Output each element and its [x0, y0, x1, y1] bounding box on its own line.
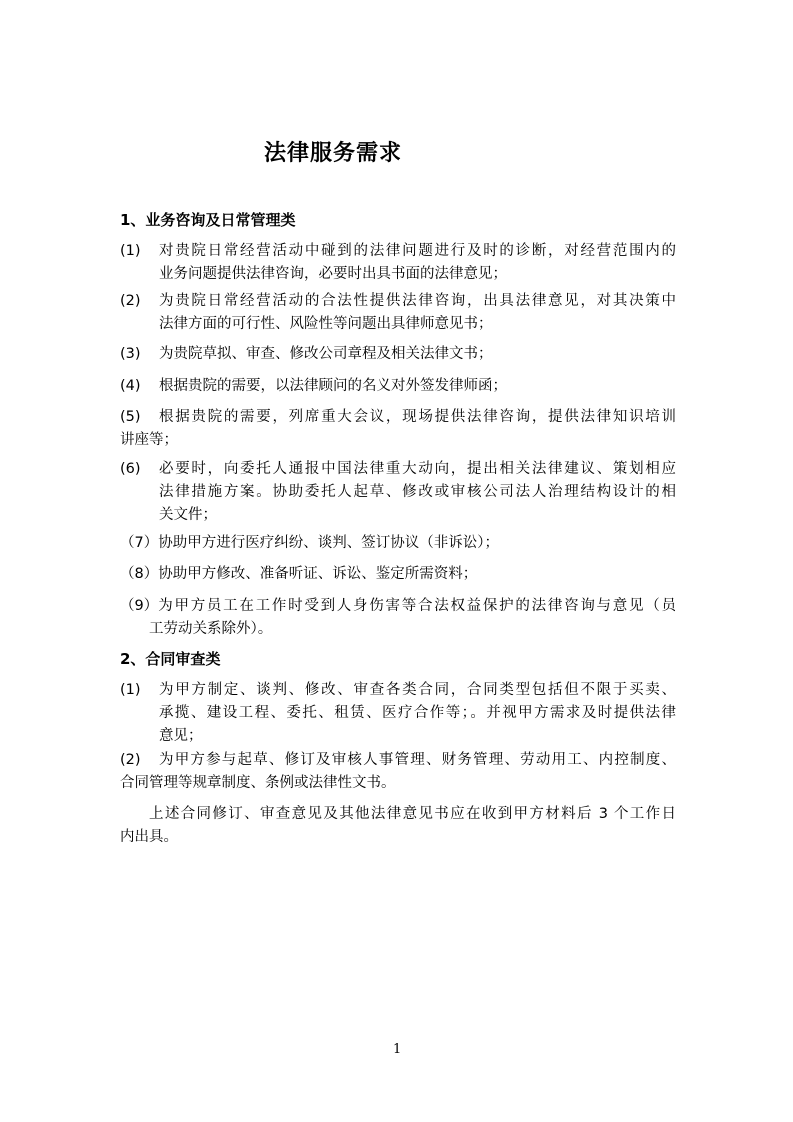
item-number: (6) — [120, 461, 141, 477]
document-title: 法律服务需求 — [264, 141, 403, 166]
item-text-line: 承揽、建设工程、委托、租赁、医疗合作等；。并视甲方需求及时提供法律 — [159, 705, 676, 721]
item-number: （8） — [120, 566, 159, 582]
item-number: （9） — [120, 598, 159, 614]
item-text-line: 为贵院日常经营活动的合法性提供法律咨询，出具法律意见，对其决策中 — [159, 293, 676, 309]
item-text-line: 工劳动关系除外）。 — [149, 621, 273, 637]
section-1-item-7 — [120, 532, 676, 555]
item-text-line: 为甲方员工在工作时受到人身伤害等合法权益保护的法律咨询与意见（员 — [158, 598, 676, 614]
item-text-line: 为贵院草拟、审查、修改公司章程及相关法律文书； — [159, 346, 493, 362]
closing-text-line: 内出具。 — [120, 829, 178, 845]
section-1-item-8 — [120, 563, 676, 586]
item-number: (2) — [120, 293, 141, 309]
item-number: (1) — [120, 243, 141, 259]
item-text-line: 讲座等； — [120, 432, 178, 448]
item-text-line: 为甲方参与起草、修订及审核人事管理、财务管理、劳动用工、内控制度、 — [159, 752, 676, 768]
page-number: 1 — [393, 1042, 402, 1057]
item-number: (4) — [120, 378, 141, 394]
item-text-line: 对贵院日常经营活动中碰到的法律问题进行及时的诊断，对经营范围内的 — [159, 243, 676, 259]
item-text-line: 根据贵院的需要，以法律顾问的名义对外签发律师函； — [159, 378, 507, 394]
section-1-item-4 — [120, 375, 676, 398]
item-text-line: 协助甲方修改、准备听证、诉讼、鉴定所需资料； — [158, 566, 478, 582]
section-1-item-9 — [120, 595, 676, 641]
item-text-line: 为甲方制定、谈判、修改、审查各类合同，合同类型包括但不限于买卖、 — [159, 682, 676, 698]
item-text-line: 业务问题提供法律咨询，必要时出具书面的法律意见； — [159, 266, 507, 282]
section-2-heading: 2、合同审查类 — [120, 650, 221, 668]
item-number: (3) — [120, 346, 141, 362]
section-2-item-1 — [120, 679, 676, 748]
item-text-line: 法律措施方案。协助委托人起草、修改或审核公司法人治理结构设计的相 — [159, 484, 676, 500]
section-1-item-1 — [120, 240, 676, 286]
section-1-item-6 — [120, 458, 676, 527]
item-number: (5) — [120, 409, 141, 425]
item-number: （7） — [120, 535, 159, 551]
item-number: (2) — [120, 752, 141, 768]
section-1-item-5 — [120, 406, 676, 452]
item-text-line: 根据贵院的需要，列席重大会议，现场提供法律咨询，提供法律知识培训 — [159, 409, 676, 425]
section-2-item-2 — [120, 749, 676, 795]
section-1-heading: 1、业务咨询及日常管理类 — [120, 211, 296, 229]
item-text-line: 关文件； — [159, 507, 217, 523]
item-text-line: 合同管理等规章制度、条例或法律性文书。 — [120, 775, 396, 791]
closing-text-line: 上述合同修订、审查意见及其他法律意见书应在收到甲方材料后 3 个工作日 — [149, 806, 676, 822]
section-1-item-2 — [120, 290, 676, 336]
closing-paragraph — [120, 803, 676, 849]
section-1-item-3 — [120, 343, 676, 366]
item-text-line: 必要时，向委托人通报中国法律重大动向，提出相关法律建议、策划相应 — [159, 461, 676, 477]
item-text-line: 协助甲方进行医疗纠纷、谈判、签订协议（非诉讼）； — [158, 535, 499, 551]
item-text-line: 意见； — [159, 728, 203, 744]
item-text-line: 法律方面的可行性、风险性等问题出具律师意见书； — [159, 316, 493, 332]
item-number: (1) — [120, 682, 141, 698]
